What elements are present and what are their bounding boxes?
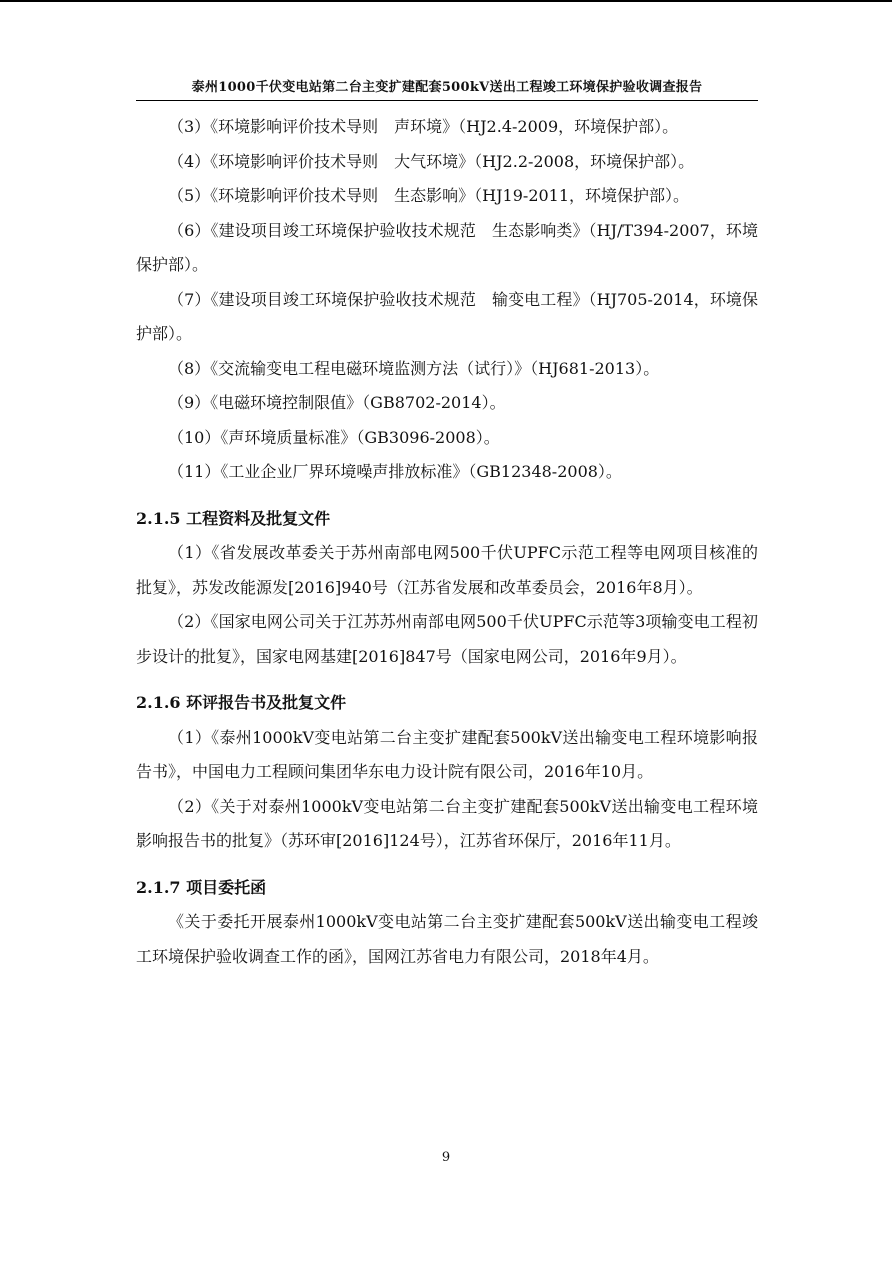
standard-item: （6）《建设项目竣工环境保护验收技术规范 生态影响类》（HJ/T394-2007，环境保护部）。 [136, 220, 758, 274]
eia-document-item: （2）《关于对泰州1000kV变电站第二台主变扩建配套500kV送出输变电工程环境影响报告书的批复》（苏环审[2016]124号），江苏省环保厅，2016年11月。 [136, 796, 758, 850]
standard-item: （7）《建设项目竣工环境保护验收技术规范 输变电工程》（HJ705-2014，环境保护部）。 [136, 289, 758, 343]
page-number: 9 [441, 1150, 451, 1165]
standard-item: （9）《电磁环境控制限值》（GB8702-2014）。 [168, 393, 506, 412]
section-heading-2-1-7: 2.1.7 项目委托函 [136, 877, 267, 897]
approval-document-item: （2）《国家电网公司关于江苏苏州南部电网500千伏UPFC示范等3项输变电工程初步设计的批复》，国家电网基建[2016]847号（国家电网公司，2016年9月）。 [136, 612, 758, 666]
section-heading-2-1-5: 2.1.5 工程资料及批复文件 [136, 508, 331, 528]
standard-item: （5）《环境影响评价技术导则 生态影响》（HJ19-2011，环境保护部）。 [168, 186, 690, 205]
commission-letter-item: 《关于委托开展泰州1000kV变电站第二台主变扩建配套500kV送出输变电工程竣工环境保护验收调查工作的函》，国网江苏省电力有限公司，2018年4月。 [136, 912, 758, 966]
eia-document-item: （1）《泰州1000kV变电站第二台主变扩建配套500kV送出输变电工程环境影响报告书》，中国电力工程顾问集团华东电力设计院有限公司，2016年10月。 [136, 727, 758, 781]
standard-item: （11）《工业企业厂界环境噪声排放标准》（GB12348-2008）。 [168, 462, 622, 481]
header-rule [136, 100, 758, 101]
standard-item: （3）《环境影响评价技术导则 声环境》（HJ2.4-2009，环境保护部）。 [168, 117, 679, 136]
standard-item: （10）《声环境质量标准》（GB3096-2008）。 [168, 427, 500, 447]
running-header: 泰州1000千伏变电站第二台主变扩建配套500kV送出工程竣工环境保护验收调查报告 [191, 80, 703, 95]
top-border-line [0, 0, 892, 2]
page-body [136, 110, 758, 974]
standard-item: （8）《交流输变电工程电磁环境监测方法（试行）》（HJ681-2013）。 [168, 358, 660, 378]
standard-item: （4）《环境影响评价技术导则 大气环境》（HJ2.2-2008，环境保护部）。 [168, 151, 695, 171]
approval-document-item: （1）《省发展改革委关于苏州南部电网500千伏UPFC示范工程等电网项目核准的批复》，苏发改能源发[2016]940号（江苏省发展和改革委员会，2016年8月）。 [136, 543, 758, 597]
section-heading-2-1-6: 2.1.6 环评报告书及批复文件 [136, 693, 347, 712]
